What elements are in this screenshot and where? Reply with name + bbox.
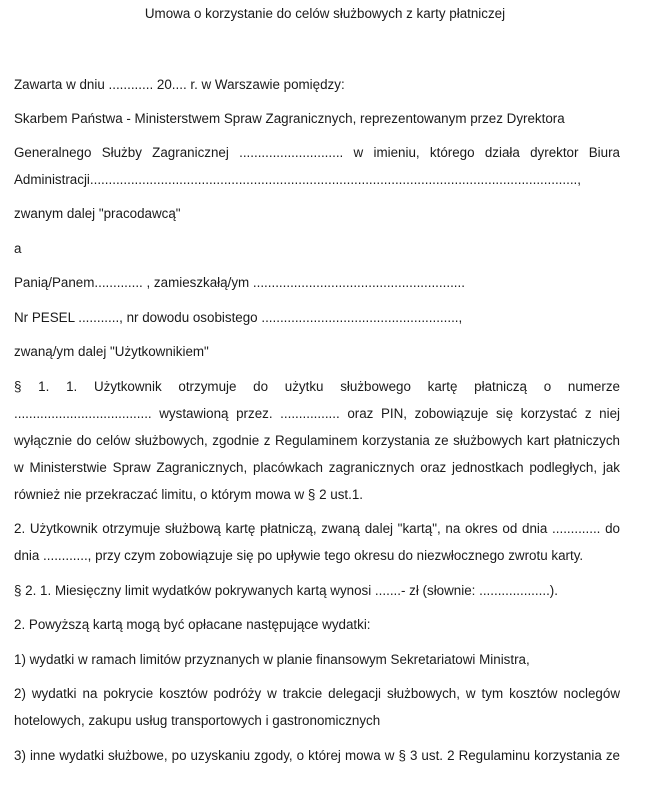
employer-line-2: Generalnego Służby Zagranicznej ............................ w imieniu, którego działa dyrektor Biura: [14, 145, 620, 160]
paragraph2-item-2-line-2: hotelowych, zakupu usług transportowych i gastronomicznych: [14, 713, 381, 728]
paragraph1-line-4: w Ministerstwie Spraw Zagranicznych, placówkach zagranicznych oraz jednostkach podległych, jak: [14, 460, 620, 475]
conjunction: a: [14, 241, 22, 256]
employer-alias: zwanym dalej "pracodawcą": [14, 206, 181, 221]
paragraph2-item-3-line-1: 3) inne wydatki służbowe, po uzyskaniu zgody, o której mowa w § 3 ust. 2 Regulaminu korzystania ze: [14, 748, 620, 763]
paragraph2-item-1: 1) wydatki w ramach limitów przyznanych w planie finansowym Sekretariatowi Ministra,: [14, 652, 530, 667]
user-pesel-line: Nr PESEL ..........., nr dowodu osobistego .....................................................,: [14, 310, 463, 325]
intro-line: Zawarta w dniu ............ 20.... r. w Warszawie pomiędzy:: [14, 77, 345, 92]
user-name-line: Panią/Panem............. , zamieszkałą/ym .........................................................: [14, 275, 465, 290]
paragraph1-2-line-2: dnia ............, przy czym zobowiązuje się po upływie tego okresu do niezwłocznego zwrotu karty.: [14, 548, 584, 563]
paragraph1-2-line-1: 2. Użytkownik otrzymuje służbową kartę płatniczą, zwaną dalej "kartą", na okres od dnia ............. do: [14, 521, 620, 536]
employer-line-3: Administracji...................................................................................................................................,: [14, 172, 581, 187]
document-title: Umowa o korzystanie do celów służbowych z karty płatniczej: [144, 6, 506, 21]
paragraph2-line-1: § 2. 1. Miesięczny limit wydatków pokrywanych kartą wynosi .......- zł (słownie: ...................).: [14, 583, 558, 598]
user-alias: zwaną/ym dalej "Użytkownikiem": [14, 344, 209, 359]
paragraph1-line-2: ..................................... wystawioną przez. ................ oraz PIN, zobowiązuje się korzystać z niej: [14, 406, 620, 421]
paragraph1-line-1: § 1. 1. Użytkownik otrzymuje do użytku służbowego kartę płatniczą o numerze: [14, 379, 620, 394]
paragraph1-line-3: wyłącznie do celów służbowych, zgodnie z Regulaminem korzystania ze służbowych kart płatniczych: [14, 433, 620, 448]
paragraph1-line-5: również nie przekraczać limitu, o którym mowa w § 2 ust.1.: [14, 487, 364, 502]
employer-line-1: Skarbem Państwa - Ministerstwem Spraw Zagranicznych, reprezentowanym przez Dyrektora: [14, 111, 565, 126]
paragraph2-item-2-line-1: 2) wydatki na pokrycie kosztów podróży w trakcie delegacji służbowych, w tym kosztów noclegów: [14, 686, 620, 701]
paragraph2-line-2: 2. Powyższą kartą mogą być opłacane następujące wydatki:: [14, 617, 371, 632]
